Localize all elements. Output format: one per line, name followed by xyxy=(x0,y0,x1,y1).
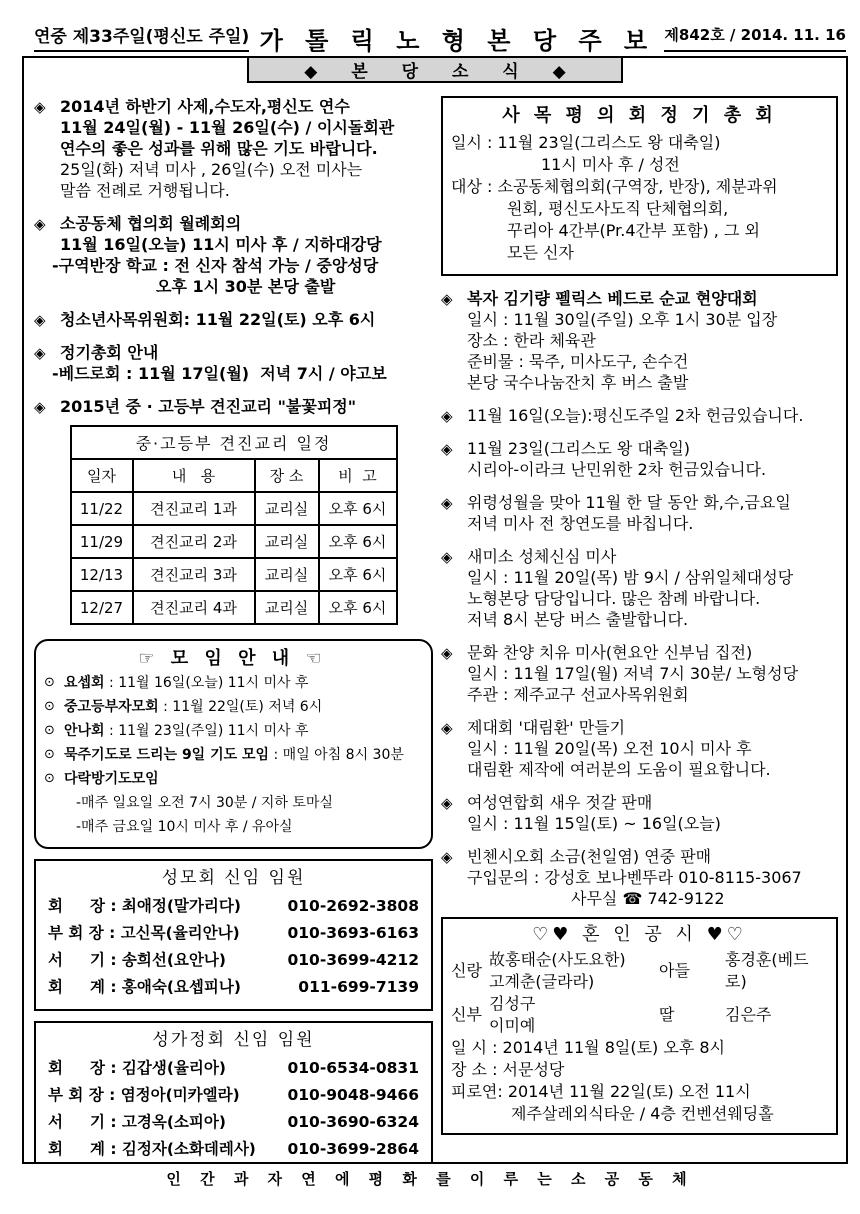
text-line: 11월 16일(오늘) 11시 미사 후 / 지하대강당 xyxy=(60,235,382,254)
text-line: 일시 : 11월 20일(목) 오전 10시 미사 후 xyxy=(467,739,752,758)
left-column xyxy=(24,92,437,1164)
wedding-banns-title: ♡♥ 혼 인 공 시 ♥♡ xyxy=(532,924,747,945)
text-line: 본당 국수나눔잔치 후 버스 출발 xyxy=(467,373,689,392)
meeting-item xyxy=(44,695,421,719)
cell-place: 교리실 xyxy=(255,492,319,525)
table-header-row xyxy=(71,459,397,492)
pastoral-council-box xyxy=(441,96,838,276)
diamond-bullet-icon: ◈ xyxy=(441,548,453,566)
groom-parents xyxy=(489,949,659,993)
meeting-item xyxy=(44,671,421,695)
issue-number: 제842호 / 2014. 11. 16 xyxy=(664,24,846,52)
groom-label: 신랑 xyxy=(451,961,482,980)
section-title: 위령성월을 맞아 11월 한 달 동안 화,수,금요일 xyxy=(467,493,791,512)
section-title: 빈첸시오회 소금(천일염) 연중 판매 xyxy=(467,847,712,866)
text-line: 일시 : 11월 15일(토) ~ 16일(오늘) xyxy=(467,814,721,833)
meeting-label: 중고등부자모회 xyxy=(64,699,159,715)
cell-date: 11/29 xyxy=(71,525,133,558)
section-title: 새미소 성체신심 미사 xyxy=(467,547,617,566)
meeting-label: 다락방기도모임 xyxy=(64,771,159,787)
diamond-bullet-icon: ◈ xyxy=(34,344,46,362)
parish-news-banner: ◆ 본 당 소 식 ◆ xyxy=(247,56,623,83)
text-line: 일시 : 11월 23일(그리스도 왕 대축일) xyxy=(451,133,721,152)
officer-name: 회 계 : 김정자(소화데레사) xyxy=(48,1140,256,1158)
section-training xyxy=(34,96,433,201)
officer-row xyxy=(48,947,419,974)
text-line: 사무실 ☎ 742-9122 xyxy=(571,889,725,908)
section-title: 복자 김기량 펠릭스 베드로 순교 현양대회 xyxy=(467,289,758,308)
officer-phone: 010-3690-6324 xyxy=(287,1113,419,1131)
bulletin-name: 가 톨 릭 노 형 본 당 주 보 xyxy=(259,27,655,55)
text-line: 연수의 좋은 성과를 위해 많은 기도 바랍니다. xyxy=(60,139,378,158)
text-line: 시리아-이라크 난민위한 2차 헌금있습니다. xyxy=(467,460,767,479)
text-line: -구역반장 학교 : 전 신자 참석 가능 / 중앙성당 xyxy=(52,256,379,275)
text-line: 2015년 중 · 고등부 견진교리 "불꽃피정" xyxy=(60,397,357,416)
text-line: 장소 : 한라 체육관 xyxy=(467,331,596,350)
cell-note: 오후 6시 xyxy=(319,591,397,624)
diamond-bullet-icon: ◈ xyxy=(441,494,453,512)
table-row xyxy=(71,558,397,591)
circle-dot-bullet-icon: ⊙ xyxy=(44,747,55,762)
officer-name: 부 회 장 : 염정아(미카엘라) xyxy=(48,1086,240,1104)
text-line: 노형본당 담당입니다. 많은 참례 바랍니다. xyxy=(467,589,761,608)
text-line: 모든 신자 xyxy=(507,243,574,262)
text-line: 구입문의 : 강성호 보나벤뚜라 010-8115-3067 xyxy=(467,868,802,887)
table-row xyxy=(71,591,397,624)
box-title: 사 목 평 의 회 정 기 총 회 xyxy=(502,105,777,126)
cell-content: 견진교리 4과 xyxy=(133,591,255,624)
groom-father: 故홍태순(사도요한) xyxy=(489,950,626,969)
officer-phone: 010-3699-2864 xyxy=(287,1140,419,1158)
section-title: 11월 23일(그리스도 왕 대축일) xyxy=(467,439,691,458)
cell-note: 오후 6시 xyxy=(319,558,397,591)
diamond-bullet-icon: ◈ xyxy=(441,407,453,425)
officer-phone: 010-6534-0831 xyxy=(287,1059,419,1077)
meeting-item xyxy=(44,767,421,791)
meeting-label: 요셉회 xyxy=(64,675,105,691)
section-title: 11월 16일(오늘):평신도주일 2차 헌금있습니다. xyxy=(467,406,804,425)
confirmation-schedule-table xyxy=(70,425,398,625)
section-salt-sale xyxy=(441,846,838,909)
meeting-item xyxy=(44,719,421,743)
diamond-bullet-icon: ◈ xyxy=(441,644,453,662)
text-line: -베드로회 : 11월 17일(월) 저녁 7시 / 야고보 xyxy=(52,364,387,383)
section-eucharist-mass xyxy=(441,546,838,630)
text-line: 청소년사목위원회: 11월 22일(토) 오후 6시 xyxy=(60,310,376,329)
meeting-subitem: -매주 일요일 오전 7시 30분 / 지하 토마실 xyxy=(76,795,333,811)
wedding-banns-box xyxy=(441,917,838,1135)
section-small-community xyxy=(34,213,433,297)
officer-row xyxy=(48,1082,419,1109)
bride-relation: 딸 xyxy=(659,1005,675,1024)
box-title: 성모회 신임 임원 xyxy=(161,868,306,888)
text-line: 대림환 제작에 여러분의 도움이 필요합니다. xyxy=(467,760,771,779)
text-line: 저녁 8시 본당 버스 출발합니다. xyxy=(467,610,689,629)
right-column xyxy=(437,92,846,1164)
groom-row xyxy=(451,949,828,993)
officer-phone: 011-699-7139 xyxy=(298,978,419,996)
seongmo-officers-box xyxy=(34,859,433,1011)
text-line: 오후 1시 30분 본당 출발 xyxy=(156,277,336,296)
bride-label: 신부 xyxy=(451,1005,482,1024)
bride-mother: 이미예 xyxy=(489,1016,536,1035)
cell-content: 견진교리 2과 xyxy=(133,525,255,558)
diamond-bullet-icon: ◈ xyxy=(34,311,46,329)
circle-dot-bullet-icon: ⊙ xyxy=(44,699,55,714)
text-line: 일시 : 11월 17일(월) 저녁 7시 30분/ 노형성당 xyxy=(467,664,799,683)
cell-place: 교리실 xyxy=(255,558,319,591)
text-line: 대상 : 소공동체협의회(구역장, 반장), 제분과위 xyxy=(451,177,778,196)
col-header-date: 일자 xyxy=(71,459,133,492)
text-line: 2014년 하반기 사제,수도자,평신도 연수 xyxy=(60,97,350,116)
officer-row xyxy=(48,1136,419,1163)
section-healing-mass xyxy=(441,642,838,705)
diamond-bullet-icon: ◈ xyxy=(441,794,453,812)
bride-father: 김성구 xyxy=(489,994,536,1013)
week-title: 연중 제33주일(평신도 주일) xyxy=(34,22,249,52)
bulletin-frame xyxy=(22,56,848,1164)
cell-note: 오후 6시 xyxy=(319,492,397,525)
officer-name: 서 기 : 송희선(요안나) xyxy=(48,951,226,969)
diamond-bullet-icon: ◈ xyxy=(441,290,453,308)
officer-row xyxy=(48,1055,419,1082)
text-line: 꾸리아 4간부(Pr.4간부 포함) , 그 외 xyxy=(507,221,760,240)
groom-relation: 아들 xyxy=(659,961,690,980)
bride-parents xyxy=(489,993,659,1037)
col-header-note: 비 고 xyxy=(319,459,397,492)
meeting-guide-box xyxy=(34,639,433,849)
section-refugee-collection xyxy=(441,438,838,480)
text-line: 일시 : 11월 30일(주일) 오후 1시 30분 입장 xyxy=(467,310,778,329)
section-youth-committee xyxy=(34,309,433,330)
meeting-subitem: -매주 금요일 10시 미사 후 / 유아실 xyxy=(76,819,293,835)
text-line: 말씀 전례로 거행됩니다. xyxy=(60,181,230,200)
footer-motto: 인 간 과 자 연 에 평 화 를 이 루 는 소 공 동 체 xyxy=(166,1170,694,1188)
table-title: 중·고등부 견진교리 일정 xyxy=(71,426,397,459)
text-line: 25일(화) 저녁 미사 , 26일(수) 오전 미사는 xyxy=(60,160,363,179)
cell-place: 교리실 xyxy=(255,591,319,624)
col-header-place: 장 소 xyxy=(255,459,319,492)
box-title: 성가정회 신임 임원 xyxy=(152,1030,315,1050)
section-confirmation xyxy=(34,396,433,417)
family-officers-box xyxy=(34,1021,433,1164)
officer-name: 회 장 : 최애정(말가리다) xyxy=(48,897,241,915)
officer-phone: 010-3699-4212 xyxy=(287,951,419,969)
diamond-bullet-icon: ◈ xyxy=(34,398,46,416)
meeting-item xyxy=(44,743,421,767)
officer-phone: 010-2692-3808 xyxy=(287,897,419,915)
text-line: 저녁 미사 전 창연도를 바칩니다. xyxy=(467,514,694,533)
officer-phone: 010-9048-9466 xyxy=(287,1086,419,1104)
section-title: 문화 찬양 치유 미사(현요안 신부님 집전) xyxy=(467,643,753,662)
wedding-reception-venue: 제주살레외식타운 / 4층 컨벤션웨딩홀 xyxy=(511,1104,774,1123)
wedding-place: 장 소 : 서문성당 xyxy=(451,1060,565,1079)
officer-row xyxy=(48,920,419,947)
section-general-meeting xyxy=(34,342,433,384)
meeting-detail: : 11월 22일(토) 저녁 6시 xyxy=(158,699,323,715)
col-header-content: 내 용 xyxy=(133,459,255,492)
officer-row xyxy=(48,893,419,920)
section-shrimp-sale xyxy=(441,792,838,834)
cell-content: 견진교리 3과 xyxy=(133,558,255,591)
section-martyr-rally xyxy=(441,288,838,393)
text-line: 주관 : 제주교구 선교사목위원회 xyxy=(467,685,689,704)
bride-name: 김은주 xyxy=(725,1005,772,1024)
cell-note: 오후 6시 xyxy=(319,525,397,558)
circle-dot-bullet-icon: ⊙ xyxy=(44,771,55,786)
diamond-bullet-icon: ◈ xyxy=(34,215,46,233)
circle-dot-bullet-icon: ⊙ xyxy=(44,675,55,690)
text-line: 11시 미사 후 / 성전 xyxy=(541,155,680,174)
cell-date: 11/22 xyxy=(71,492,133,525)
text-line: 소공동체 협의회 월례회의 xyxy=(60,214,242,233)
meeting-detail: : 11월 16일(오늘) 11시 미사 후 xyxy=(104,675,309,691)
officer-name: 부 회 장 : 고신목(율리안나) xyxy=(48,924,240,942)
wedding-datetime: 일 시 : 2014년 11월 8일(토) 오후 8시 xyxy=(451,1038,726,1057)
groom-mother: 고계춘(글라라) xyxy=(489,972,595,991)
section-second-collection-today xyxy=(441,405,838,426)
officer-phone: 010-3693-6163 xyxy=(287,924,419,942)
officer-row xyxy=(48,974,419,1001)
diamond-bullet-icon: ◈ xyxy=(34,98,46,116)
table-row xyxy=(71,525,397,558)
bride-row xyxy=(451,993,828,1037)
text-line: 일시 : 11월 20일(목) 밤 9시 / 삼위일체대성당 xyxy=(467,568,794,587)
section-november-souls xyxy=(441,492,838,534)
cell-place: 교리실 xyxy=(255,525,319,558)
section-title: 제대회 '대림환' 만들기 xyxy=(467,718,626,737)
wedding-reception: 피로연: 2014년 11월 22일(토) 오전 11시 xyxy=(451,1082,751,1101)
meeting-detail: : 11월 23일(주일) 11시 미사 후 xyxy=(104,723,309,739)
table-row xyxy=(71,492,397,525)
officer-name: 회 계 : 홍애숙(요셉피나) xyxy=(48,978,241,996)
groom-name: 홍경훈(베드로) xyxy=(725,950,809,991)
meeting-guide-title: ☞ 모 임 안 내 ☜ xyxy=(138,648,327,669)
text-line: 정기총회 안내 xyxy=(60,343,159,362)
cell-date: 12/13 xyxy=(71,558,133,591)
officer-name: 회 장 : 김갑생(율리아) xyxy=(48,1059,226,1077)
section-advent-wreath xyxy=(441,717,838,780)
meeting-label: 묵주기도로 드리는 9일 기도 모임 xyxy=(64,747,270,763)
cell-content: 견진교리 1과 xyxy=(133,492,255,525)
officer-name: 서 기 : 고경옥(소피아) xyxy=(48,1113,226,1131)
page-header xyxy=(0,0,860,55)
officer-row xyxy=(48,1109,419,1136)
diamond-bullet-icon: ◈ xyxy=(441,719,453,737)
cell-date: 12/27 xyxy=(71,591,133,624)
text-line: 11월 24일(월) - 11월 26일(수) / 이시돌회관 xyxy=(60,118,395,137)
meeting-detail: : 매일 아침 8시 30분 xyxy=(269,747,404,763)
text-line: 원회, 평신도사도직 단체협의회, xyxy=(507,199,729,218)
section-title: 여성연합회 새우 젓갈 판매 xyxy=(467,793,653,812)
diamond-bullet-icon: ◈ xyxy=(441,848,453,866)
text-line: 준비물 : 묵주, 미사도구, 손수건 xyxy=(467,352,689,371)
meeting-label: 안나회 xyxy=(64,723,105,739)
circle-dot-bullet-icon: ⊙ xyxy=(44,723,55,738)
diamond-bullet-icon: ◈ xyxy=(441,440,453,458)
